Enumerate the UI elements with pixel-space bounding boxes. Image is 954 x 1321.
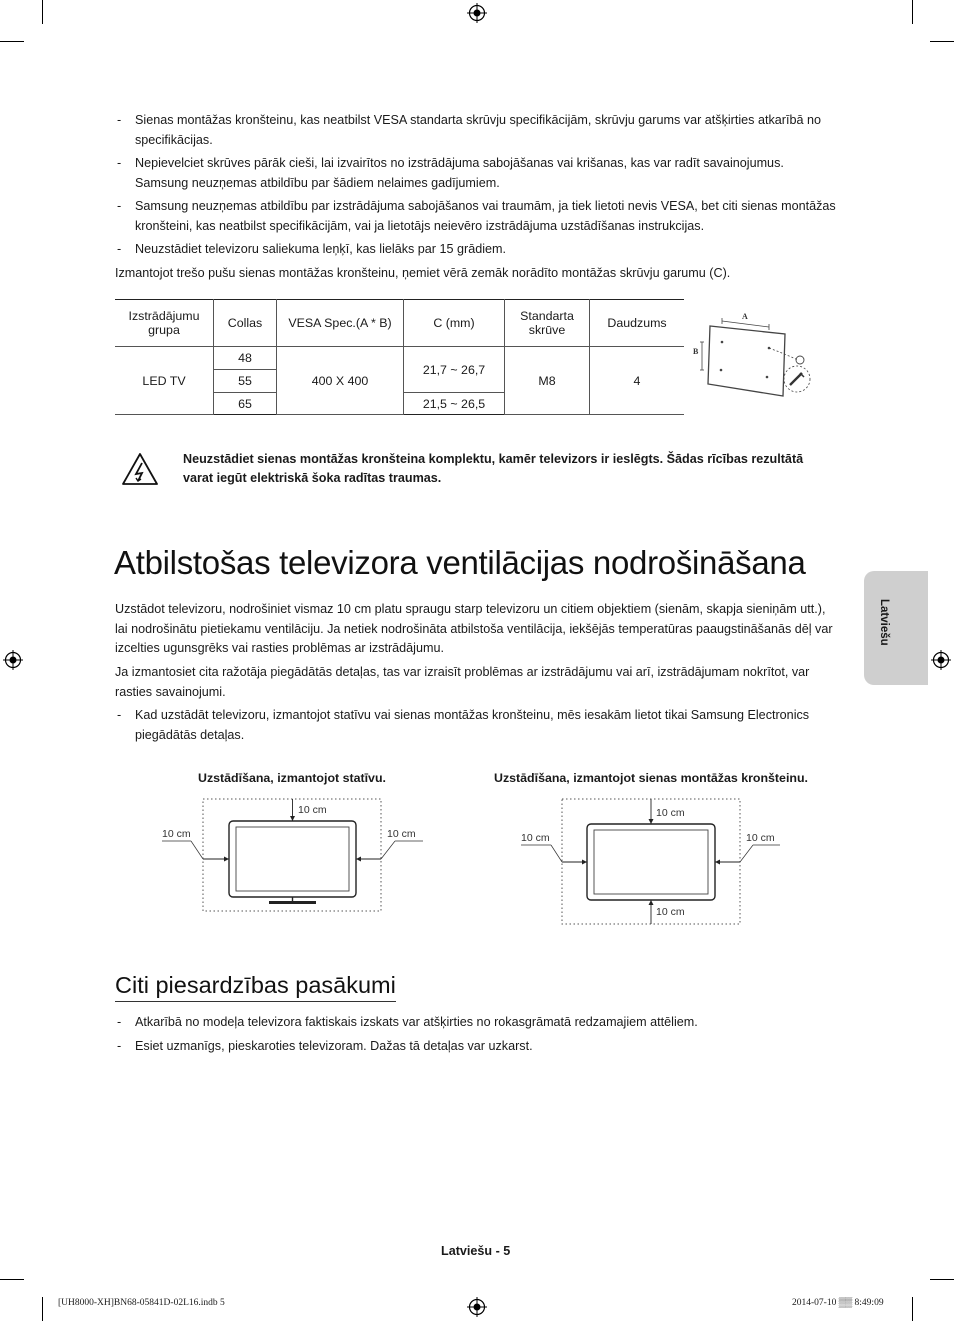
table-header-cell: C (mm) <box>404 300 505 347</box>
right-gap-label: 10 cm <box>387 828 416 840</box>
table-cell: 21,5 ~ 26,5 <box>404 393 505 415</box>
dimension-b-label: B <box>693 347 699 356</box>
registration-mark-icon <box>467 1297 487 1317</box>
crop-mark <box>0 1279 24 1280</box>
table-header-row <box>115 300 684 347</box>
table-cell: 65 <box>214 393 277 415</box>
stand-diagram-title: Uzstādīšana, izmantojot statīvu. <box>198 771 386 785</box>
language-side-tab <box>864 571 928 685</box>
page-number: Latviešu - 5 <box>441 1244 511 1258</box>
list-item: - Samsung neuzņemas atbildību par izstrādājuma sabojāšanos vai traumām, ja tiek lietoti nevis VESA, bet citi sienas montāžas kronšteini, kas neatbilst specifikācijām, vai ja lietotājs neievēro izstrādājuma uzstādīšanas instrukcijas. <box>117 197 839 236</box>
table-header-cell: Izstrādājumu grupa <box>115 300 214 347</box>
list-item: - Neuzstādiet televizoru saliekuma leņķī, kas lielāks par 15 grādiem. <box>117 240 839 260</box>
table-cell: 55 <box>214 370 277 393</box>
table-header-cell: VESA Spec.(A * B) <box>277 300 404 347</box>
bottom-gap-label: 10 cm <box>656 906 685 918</box>
wall-mount-illustration <box>690 304 820 404</box>
table-cell: 21,7 ~ 26,7 <box>404 347 505 393</box>
table-row <box>115 347 684 370</box>
table-cell: LED TV <box>115 347 214 415</box>
print-slug-right: 2014-07-10 ▒▒ 8:49:09 <box>792 1298 884 1308</box>
table-header-cell: Daudzums <box>590 300 685 347</box>
warning-icon <box>121 452 159 486</box>
precaution-bullet-list <box>117 1013 839 1060</box>
table-cell: M8 <box>505 347 590 415</box>
wall-diagram-title: Uzstādīšana, izmantojot sienas montāžas kronšteinu. <box>494 771 808 785</box>
crop-mark <box>42 0 43 24</box>
registration-mark-icon <box>931 650 951 670</box>
crop-mark <box>930 41 954 42</box>
page-title: Atbilstošas televizora ventilācijas nodrošināšana <box>114 544 806 581</box>
table-cell: 400 X 400 <box>277 347 404 415</box>
list-item: - Atkarībā no modeļa televizora faktiskais izskats var atšķirties no rokasgrāmatā redzamajiem attēliem. <box>117 1013 839 1033</box>
table-header-cell: Collas <box>214 300 277 347</box>
warning-text: Neuzstādiet sienas montāžas kronšteina komplektu, kamēr televizors ir ieslēgts. Šādas rīcības rezultātā varat iegūt elektriskā šoka radītas traumas. <box>183 452 804 485</box>
table-header-cell: Standarta skrūve <box>505 300 590 347</box>
list-item: - Sienas montāžas kronšteinu, kas neatbilst VESA standarta skrūvju specifikācijām, skrūvju garums var atšķirties atkarībā no specifikācijas. <box>117 111 839 150</box>
left-gap-label: 10 cm <box>521 832 550 844</box>
top-gap-label: 10 cm <box>298 804 327 816</box>
ventilation-paragraph: Ja izmantosiet cita ražotāja piegādātās detaļas, tas var izraisīt problēmas ar izstrādājumu vai arī, izstrādājumam nokrītot, var rasties savainojumi. <box>115 665 810 699</box>
list-item: - Kad uzstādāt televizoru, izmantojot statīvu vai sienas montāžas kronšteinu, mēs iesakām lietot tikai Samsung Electronics piegādātās detaļas. <box>117 706 839 745</box>
registration-mark-icon <box>467 3 487 23</box>
right-gap-label: 10 cm <box>746 832 775 844</box>
registration-mark-icon <box>3 650 23 670</box>
stand-installation-diagram <box>155 795 430 915</box>
print-slug-left: [UH8000-XH]BN68-05841D-02L16.indb 5 <box>58 1298 225 1308</box>
ventilation-bullet-list <box>117 706 839 749</box>
ventilation-paragraph: Uzstādot televizoru, nodrošiniet vismaz 10 cm platu spraugu starp televizoru un citiem objektiem (sienām, skapja sieniņām utt.), lai nodrošinātu pietiekamu ventilāciju. Ja netiek nodrošināta atbilstoša ventilācija, iekšējās temperatūras paaugstināšanās dēļ var izcelties ugunsgrēks vai rasties problēmas ar izstrādājumu. <box>115 602 833 655</box>
crop-mark <box>930 1279 954 1280</box>
list-item: - Esiet uzmanīgs, pieskaroties televizoram. Dažas tā detaļas var uzkarst. <box>117 1037 839 1057</box>
subsection-title: Citi piesardzības pasākumi <box>115 972 396 1002</box>
intro-bullet-list <box>117 111 839 264</box>
table-cell: 48 <box>214 347 277 370</box>
crop-mark <box>0 41 24 42</box>
crop-mark <box>42 1297 43 1321</box>
table-cell: 4 <box>590 347 685 415</box>
crop-mark <box>912 1297 913 1321</box>
dimension-a-label: A <box>742 312 748 321</box>
left-gap-label: 10 cm <box>162 828 191 840</box>
intro-paragraph: Izmantojot trešo pušu sienas montāžas kronšteinu, ņemiet vērā zemāk norādīto montāžas skrūvju garumu (C). <box>115 266 731 280</box>
screw-spec-table <box>115 299 684 415</box>
list-item: - Nepievelciet skrūves pārāk cieši, lai izvairītos no izstrādājuma sabojāšanas vai krišanas, kas var radīt savainojumus. Samsung neuzņemas atbildību par šādiem nelaimes gadījumiem. <box>117 154 839 193</box>
top-gap-label: 10 cm <box>656 807 685 819</box>
language-tab-label: Latviešu <box>878 599 890 646</box>
crop-mark <box>912 0 913 24</box>
wall-installation-diagram <box>515 795 790 927</box>
